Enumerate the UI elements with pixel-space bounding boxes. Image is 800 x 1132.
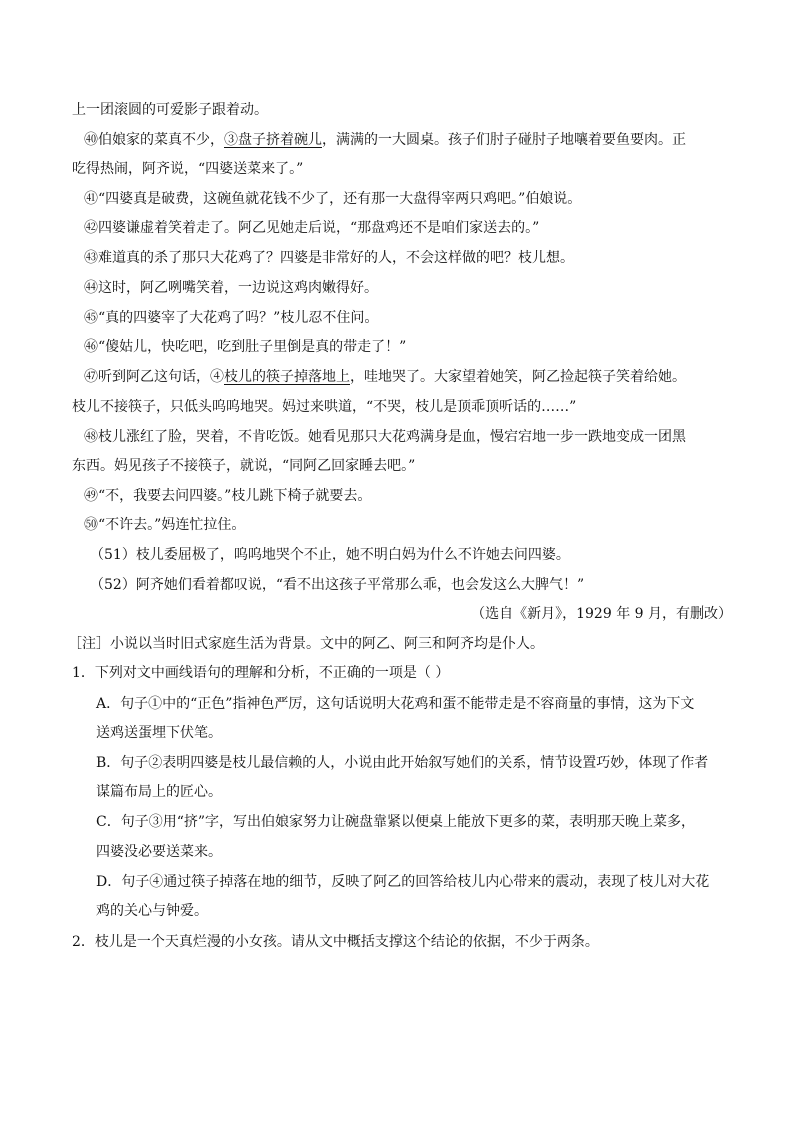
- text: ，满满的一大圆桌。孩子们肘子碰肘子地嚷着要鱼要肉。正: [322, 132, 686, 148]
- paragraph-49: ㊾“不，我要去问四婆。”枝儿跳下椅子就要去。: [84, 488, 372, 504]
- paragraph-44: ㊹这时，阿乙咧嘴笑着，一边说这鸡肉嫩得好。: [84, 280, 378, 296]
- option-b: B．句子②表明四婆是枝儿最信赖的人，小说由此开始叙写她们的关系，情节设置巧妙，体现了作者: [96, 755, 709, 771]
- paragraph-47-cont: 枝儿不接筷子，只低头呜呜地哭。妈过来哄道，“不哭，枝儿是顶乖顶听话的……”: [72, 399, 577, 415]
- paragraph-46: ㊻“傻姑儿，快吃吧，吃到肚子里倒是真的带走了！”: [84, 339, 407, 355]
- text: ㊵伯娘家的菜真不少，: [84, 132, 224, 148]
- paragraph-41: ㊶“四婆真是破费，这碗鱼就花钱不少了，还有那一大盘得宰两只鸡吧。”伯娘说。: [84, 191, 582, 207]
- paragraph-51: （51）枝儿委屈极了，呜呜地哭个不止，她不明白妈为什么不许她去问四婆。: [90, 547, 570, 563]
- paragraph-50: ㊿“不许去。”妈连忙拉住。: [84, 517, 246, 533]
- paragraph-40: [84, 130, 744, 150]
- option-d: D．句子④通过筷子掉落在地的细节，反映了阿乙的回答给枝儿内心带来的震动，表现了枝儿对大花: [96, 874, 710, 890]
- underlined-sentence-4: 枝儿的筷子掉落地上: [224, 369, 350, 385]
- paragraph-48-cont: 东西。妈见孩子不接筷子，就说，“同阿乙回家睡去吧。”: [72, 458, 416, 474]
- underlined-sentence-3: ③盘子挤着碗儿: [224, 132, 322, 148]
- text: ㊼听到阿乙这句话，④: [84, 369, 224, 385]
- question-2: 2．枝儿是一个天真烂漫的小女孩。请从文中概括支撑这个结论的依据，不少于两条。: [72, 934, 599, 950]
- text: ，哇地哭了。大家望着她笑，阿乙捡起筷子笑着给她。: [350, 369, 686, 385]
- option-a: A．句子①中的“正色”指神色严厉，这句话说明大花鸡和蛋不能带走是不容商量的事情，这为下文: [96, 696, 695, 712]
- option-b-cont: 谋篇布局上的匠心。: [96, 784, 222, 800]
- question-1: 1．下列对文中画线语句的理解和分析，不正确的一项是（ ）: [72, 665, 450, 681]
- paragraph-43: ㊸难道真的杀了那只大花鸡了？四婆是非常好的人，不会这样做的吧？枝儿想。: [84, 250, 574, 266]
- option-d-cont: 鸡的关心与钟爱。: [96, 903, 208, 919]
- paragraph-45: ㊺“真的四婆宰了大花鸡了吗？”枝儿忍不住问。: [84, 310, 379, 326]
- paragraph-47: [84, 367, 744, 387]
- option-a-cont: 送鸡送蛋埋下伏笔。: [96, 725, 222, 741]
- option-c: C．句子③用“挤”字，写出伯娘家努力让碗盘靠紧以便桌上能放下更多的菜，表明那天晚上菜多，: [96, 814, 696, 830]
- option-c-cont: 四婆没必要送菜来。: [96, 844, 222, 860]
- footnote: ［注］小说以当时旧式家庭生活为背景。文中的阿乙、阿三和阿齐均是仆人。: [68, 636, 544, 652]
- story-line: 上一团滚圆的可爱影子跟着动。: [72, 102, 268, 118]
- paragraph-42: ㊷四婆谦虚着笑着走了。阿乙见她走后说，“那盘鸡还不是咱们家送去的。”: [84, 220, 540, 236]
- paragraph-48: ㊽枝儿涨红了脸，哭着，不肯吃饭。她看见那只大花鸡满身是血，慢宕宕地一步一跌地变成一团黑: [84, 429, 686, 445]
- paragraph-52: （52）阿齐她们看着都叹说，“看不出这孩子平常那么乖，也会发这么大脾气！”: [90, 577, 585, 593]
- source-citation: （选自《新月》，1929 年 9 月，有删改）: [471, 606, 732, 622]
- paragraph-40-cont: 吃得热闹，阿齐说，“四婆送菜来了。”: [72, 161, 304, 177]
